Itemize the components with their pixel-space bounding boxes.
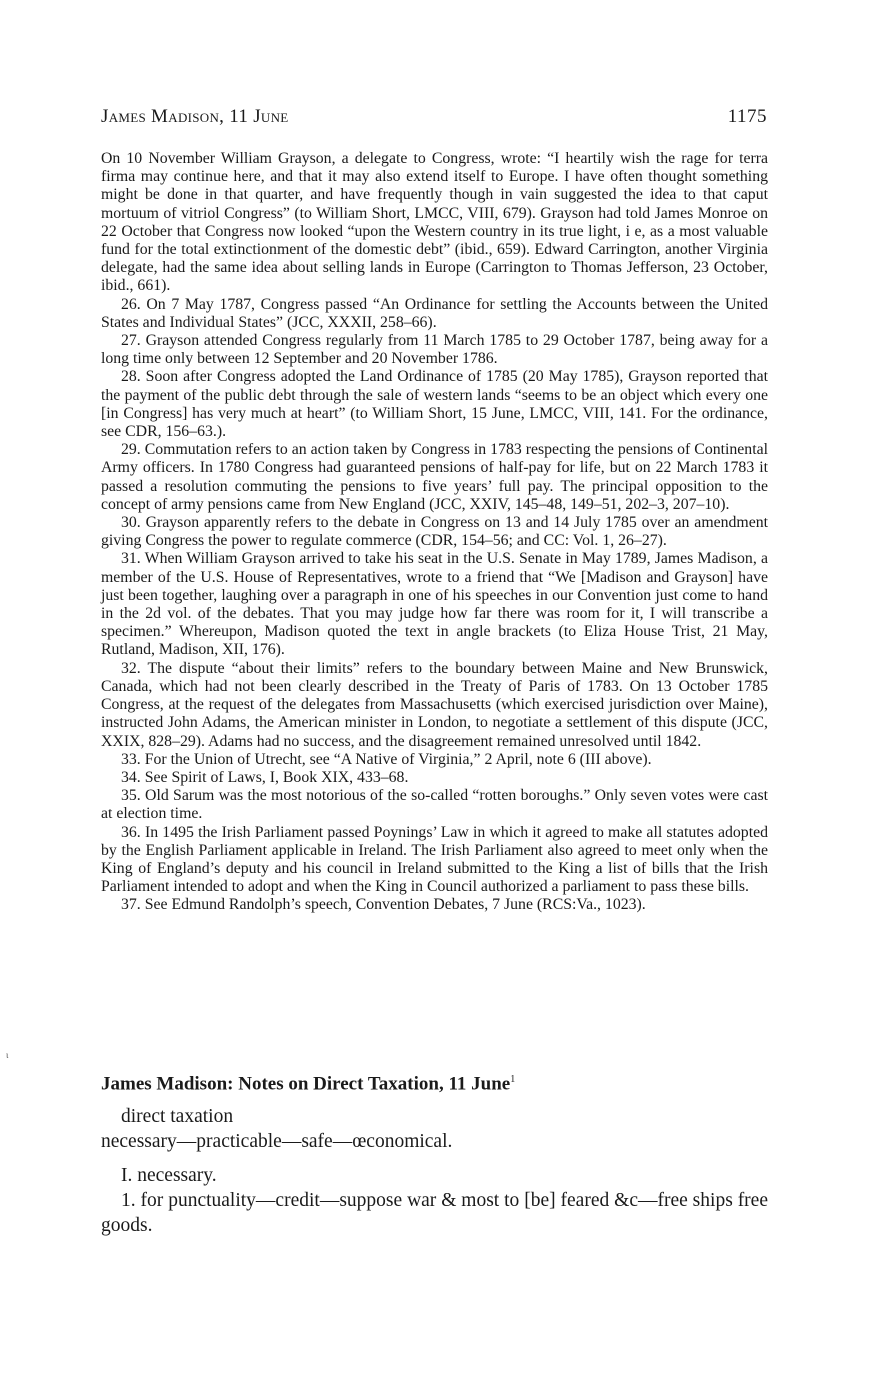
document-section (101, 1068, 768, 1238)
note-30: 30. Grayson apparently refers to the debate in Congress on 13 and 14 July 1785 over an amendment giving Congress the power to regulate commerce (CDR, 154–56; and CC: Vol. 1, 26–27). (101, 514, 768, 550)
margin-mark: ɩ (6, 1050, 9, 1060)
manuscript-text (101, 1104, 768, 1238)
note-37: 37. See Edmund Randolph’s speech, Convention Debates, 7 June (RCS:Va., 1023). (121, 896, 646, 914)
note-35: 35. Old Sarum was the most notorious of the so-called “rotten boroughs.” Only seven votes were cast at election time. (101, 787, 768, 823)
note-34: 34. See Spirit of Laws, I, Book XIX, 433–68. (121, 768, 409, 786)
note-33: 33. For the Union of Utrecht, see “A Native of Virginia,” 2 April, note 6 (III above). (121, 750, 652, 768)
manuscript-line-1: direct taxation (121, 1106, 234, 1128)
note-36: 36. In 1495 the Irish Parliament passed Poynings’ Law in which it agreed to make all statutes adopted by the English Parliament applicable in Ireland. The Irish Parliament also agreed to meet only when the King of England’s deputy and his council in Ireland submitted to the King a list of bills that the Irish Parliament intended to adopt and when the King in Council authorized a parliament to pass these bills. (101, 823, 768, 896)
note-28: 28. Soon after Congress adopted the Land Ordinance of 1785 (20 May 1785), Grayson reported that the payment of the public debt through the sale of western lands “seems to be an object which every one [in Congress] has very much at heart” (to William Short, 15 June, LMCC, VIII, 141. For the ordinance, see CDR, 156–63.). (101, 368, 768, 441)
running-head: James Madison, 11 June (101, 106, 289, 127)
note-continuation: On 10 November William Grayson, a delegate to Congress, wrote: “I heartily wish the rage for terra firma may continue here, and that it may also extend itself to Europe. I have often thought something might be done in that quarter, and have frequently though in vain suggested the idea to that caput mortuum of vitriol Congress” (to William Short, LMCC, VIII, 679). Grayson had told James Monroe on 22 October that Congress now looked “upon the Western country in its true light, i e, as a most valuable fund for the total extinctionment of the domestic debt” (ibid., 659). Edward Carrington, another Virginia delegate, had the same idea about selling lands in Europe (Carrington to Thomas Jefferson, 23 October, ibid., 661). (101, 150, 768, 295)
page-number: 1175 (727, 106, 767, 127)
note-31: 31. When William Grayson arrived to take his seat in the U.S. Senate in May 1789, James Madison, a member of the U.S. House of Representatives, wrote to a friend that “We [Madison and Grayson] have just been together, laughing over a paragraph in one of his speeches in our Convention just come to hand in the 2d vol. of the debates. That you may judge how far there was room for it, I will transcribe a specimen.” Whereupon, Madison quoted the text in angle brackets (to Eliza House Trist, 21 May, Rutland, Madison, XII, 176). (101, 550, 768, 659)
endnotes (101, 150, 768, 915)
section-title-footnote-marker: 1 (510, 1074, 516, 1085)
manuscript-line-3: I. necessary. (121, 1165, 217, 1187)
note-32: 32. The dispute “about their limits” refers to the boundary between Maine and New Brunswick, Canada, which had not been clearly described in the Treaty of Paris of 1783. On 13 October 1785 Congress, at the request of the delegates from Massachusetts (which exercised jurisdiction over Maine), instructed John Adams, the American minister in London, to negotiate a settlement of this dispute (JCC, XXIX, 828–29). Adams had no success, and the disagreement remained unresolved until 1842. (101, 659, 768, 750)
note-27: 27. Grayson attended Congress regularly from 11 March 1785 to 29 October 1787, being away for a long time only between 12 September and 20 November 1786. (101, 332, 768, 368)
note-26: 26. On 7 May 1787, Congress passed “An Ordinance for settling the Accounts between the United States and Individual States” (JCC, XXXII, 258–66). (101, 295, 768, 331)
note-29: 29. Commutation refers to an action taken by Congress in 1783 respecting the pensions of Continental Army officers. In 1780 Congress had guaranteed pensions of half-pay for life, but on 22 March 1783 it passed a resolution commuting the pensions to five years’ full pay. The principal opposition to the concept of army pensions came from New England (JCC, XXIV, 145–48, 149–51, 202–3, 207–10). (101, 441, 768, 513)
manuscript-line-2: necessary—practicable—safe—œconomical. (101, 1131, 453, 1153)
page-header (101, 106, 767, 128)
section-title (101, 1068, 768, 1096)
section-title-text: James Madison: Notes on Direct Taxation, 11 June (101, 1073, 511, 1095)
manuscript-line-4: 1. for punctuality—credit—suppose war & most to [be] feared &c—free ships free goods. (101, 1190, 768, 1237)
